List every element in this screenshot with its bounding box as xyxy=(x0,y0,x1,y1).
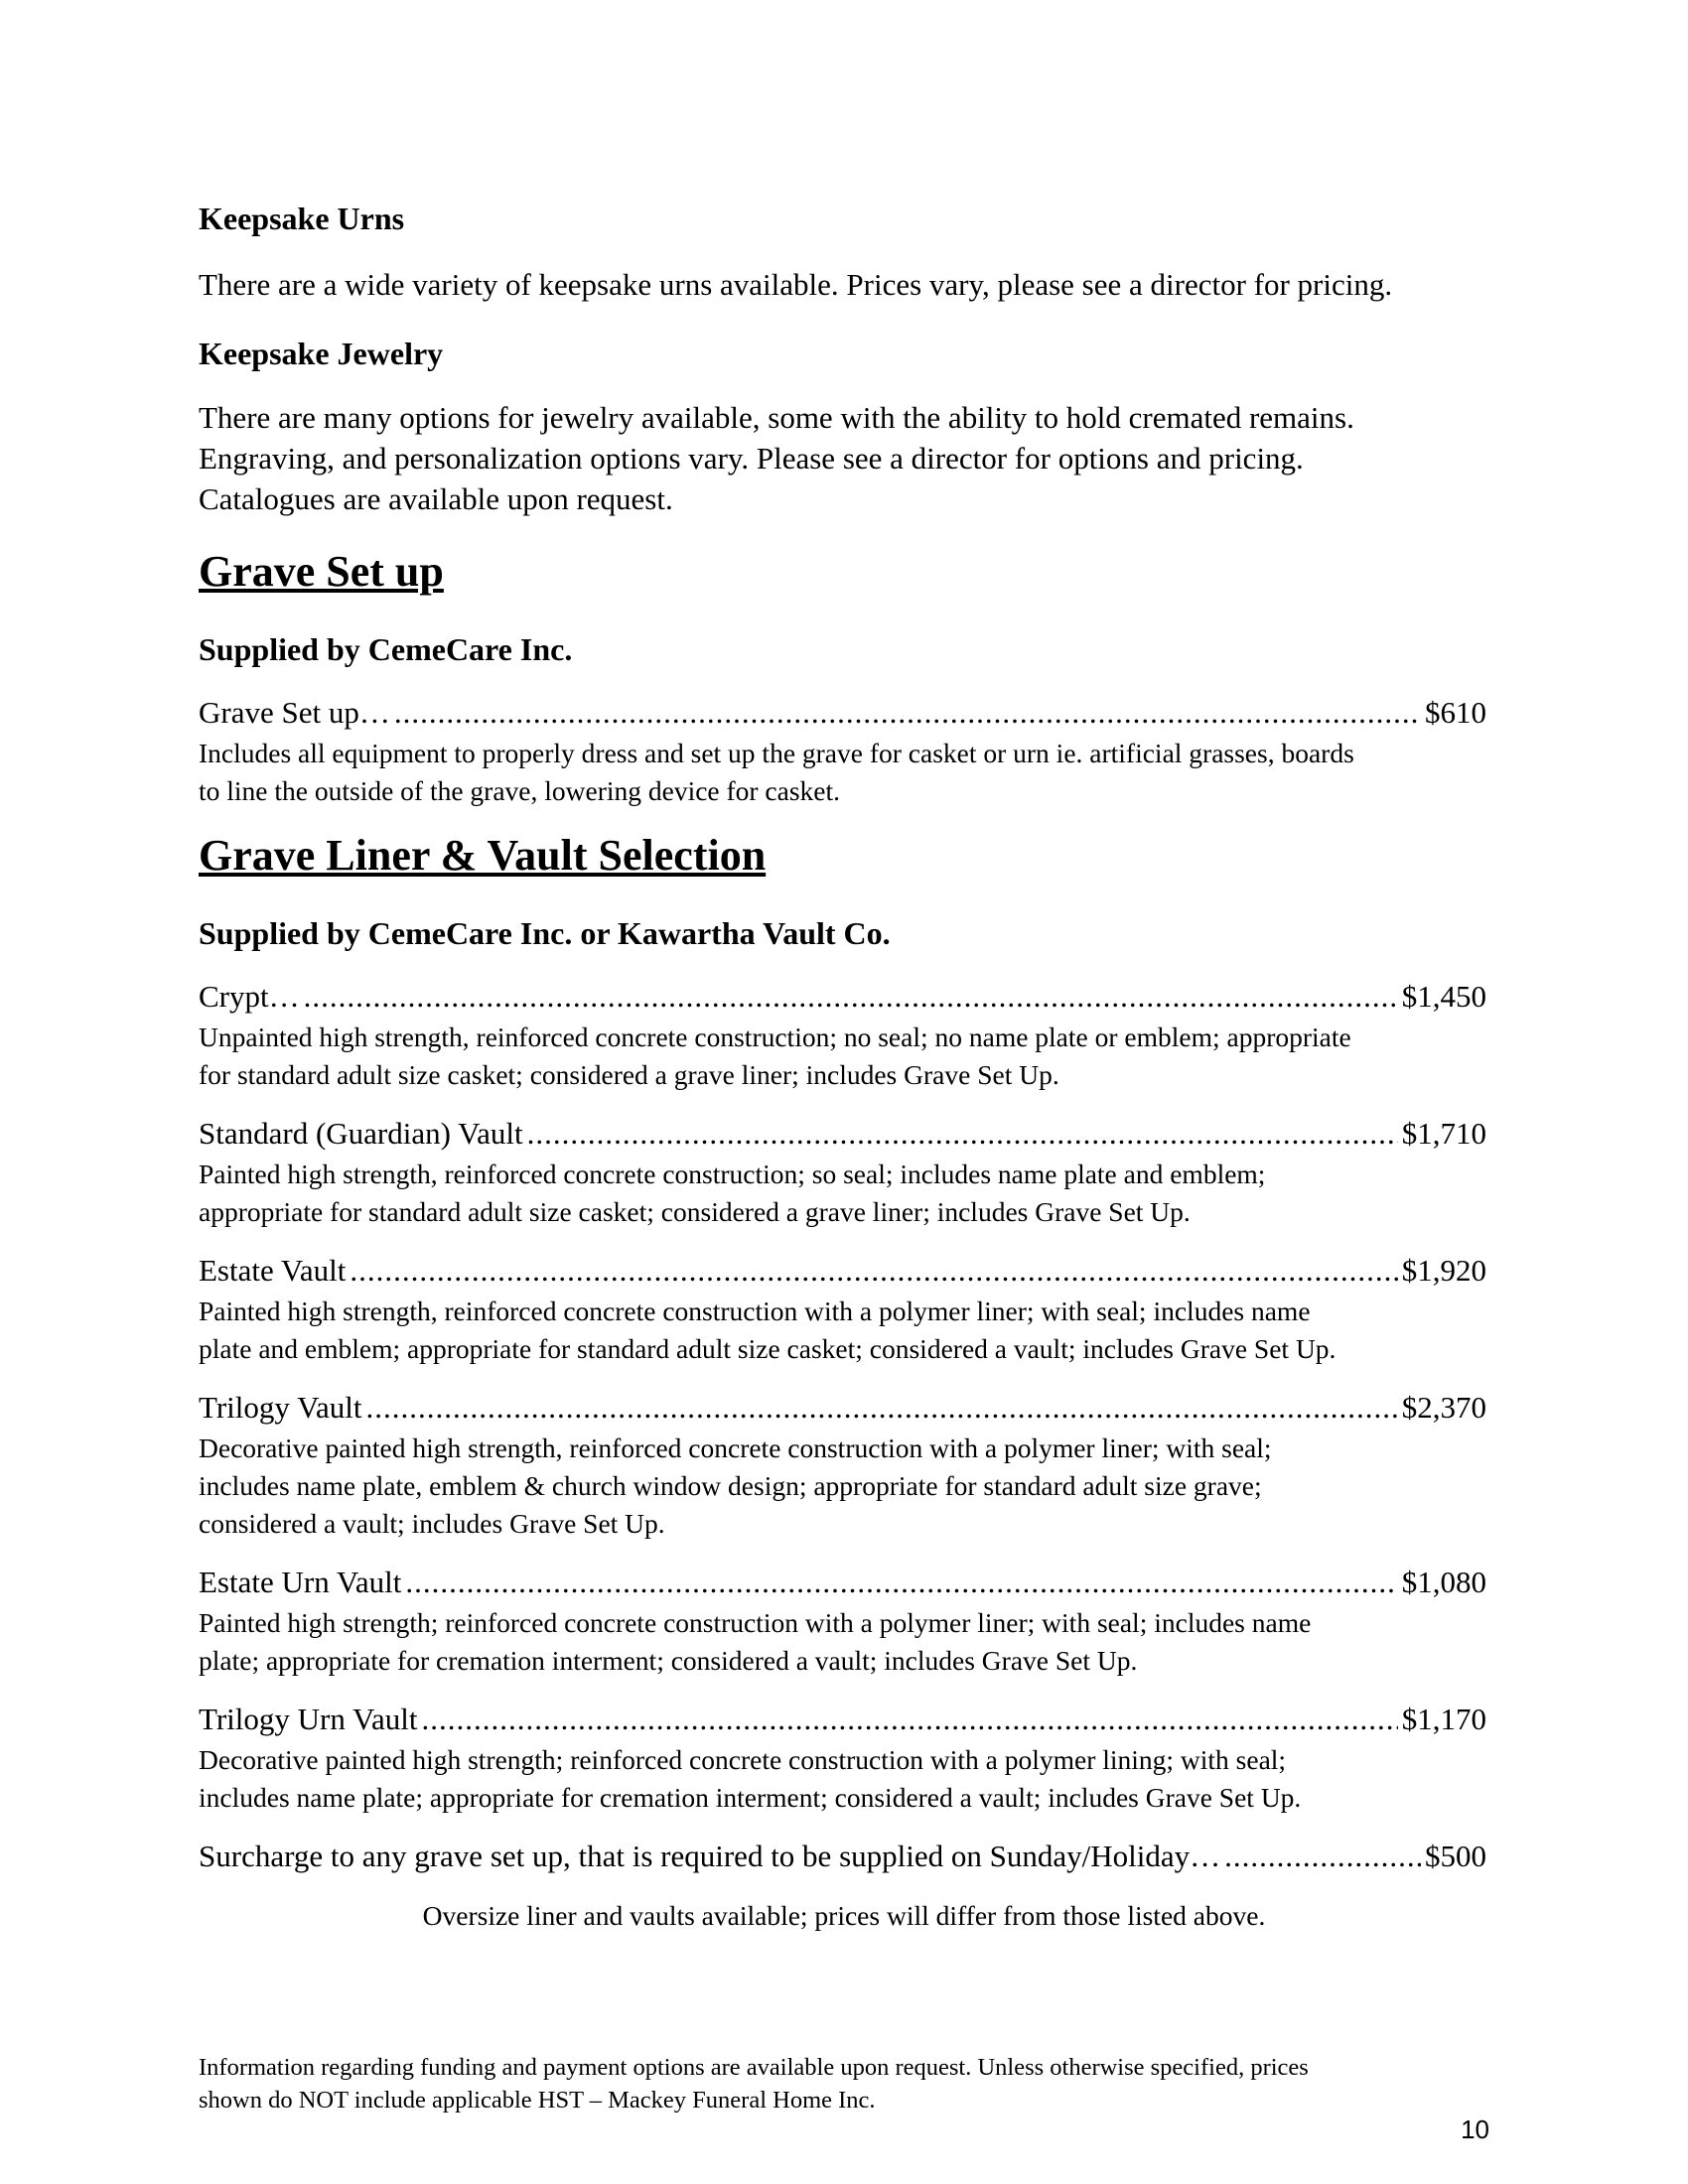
item-desc-line: to line the outside of the grave, lowering device for casket. xyxy=(199,775,841,806)
item-desc-line: appropriate for standard adult size casket; considered a grave liner; includes Grave Set Up. xyxy=(199,1196,1191,1227)
dot-leader xyxy=(394,695,1421,731)
keepsake-urns-text: There are a wide variety of keepsake urns available. Prices vary, please see a director for pricing. xyxy=(199,267,1393,302)
item-desc-line: Painted high strength, reinforced concrete construction; so seal; includes name plate and emblem; xyxy=(199,1159,1266,1189)
item-desc-line: Painted high strength, reinforced concrete construction with a polymer liner; with seal; includes name xyxy=(199,1296,1311,1326)
price-line-surcharge xyxy=(199,1839,1486,1874)
item-price: $1,920 xyxy=(1401,1253,1486,1288)
price-line-estate-urn-vault xyxy=(199,1565,1486,1600)
keepsake-jewelry-line-3: Catalogues are available upon request. xyxy=(199,481,673,516)
dot-leader xyxy=(304,979,1398,1015)
item-desc-line: includes name plate; appropriate for cremation interment; considered a vault; includes Grave Set Up. xyxy=(199,1782,1302,1813)
item-label: Standard (Guardian) Vault xyxy=(199,1116,523,1151)
item-price: $1,170 xyxy=(1401,1702,1486,1736)
keepsake-jewelry-line-1: There are many options for jewelry available, some with the ability to hold cremated remains. xyxy=(199,400,1354,435)
item-desc-line: plate and emblem; appropriate for standard adult size casket; considered a vault; includes Grave Set Up. xyxy=(199,1333,1336,1364)
item-desc-line: Includes all equipment to properly dress and set up the grave for casket or urn ie. artificial grasses, boards xyxy=(199,738,1354,768)
price-line-standard-vault xyxy=(199,1116,1486,1152)
keepsake-urns-heading: Keepsake Urns xyxy=(199,201,405,236)
item-desc-line: plate; appropriate for cremation interment; considered a vault; includes Grave Set Up. xyxy=(199,1645,1138,1676)
item-label: Estate Urn Vault xyxy=(199,1565,402,1599)
item-desc-line: considered a vault; includes Grave Set Up. xyxy=(199,1508,665,1539)
grave-liner-supplier: Supplied by CemeCare Inc. or Kawartha Vault Co. xyxy=(199,915,891,951)
item-price: $610 xyxy=(1425,695,1486,730)
item-desc-line: Decorative painted high strength, reinforced concrete construction with a polymer liner; with seal; xyxy=(199,1433,1272,1463)
oversize-note: Oversize liner and vaults available; prices will differ from those listed above. xyxy=(422,1900,1266,1931)
keepsake-jewelry-heading: Keepsake Jewelry xyxy=(199,336,444,371)
item-desc-line: includes name plate, emblem & church window design; appropriate for standard adult size grave; xyxy=(199,1470,1262,1501)
item-price: $2,370 xyxy=(1401,1390,1486,1425)
item-desc-line: for standard adult size casket; considered a grave liner; includes Grave Set Up. xyxy=(199,1059,1059,1090)
footer-line-2: shown do NOT include applicable HST – Mackey Funeral Home Inc. xyxy=(199,2087,876,2114)
dot-leader xyxy=(366,1390,1398,1426)
dot-leader xyxy=(421,1702,1397,1737)
price-line-crypt xyxy=(199,979,1486,1015)
dot-leader xyxy=(527,1116,1398,1152)
dot-leader xyxy=(1224,1839,1421,1874)
item-price: $500 xyxy=(1425,1839,1486,1873)
item-label: Estate Vault xyxy=(199,1253,347,1288)
item-price: $1,710 xyxy=(1401,1116,1486,1151)
dot-leader xyxy=(350,1253,1397,1289)
footer-line-1: Information regarding funding and payment options are available upon request. Unless otherwise specified, prices xyxy=(199,2054,1309,2081)
item-label: Trilogy Urn Vault xyxy=(199,1702,418,1736)
item-price: $1,080 xyxy=(1401,1565,1486,1599)
item-desc-line: Decorative painted high strength; reinforced concrete construction with a polymer lining; with seal; xyxy=(199,1744,1287,1775)
price-line-trilogy-urn-vault xyxy=(199,1702,1486,1737)
item-label: Crypt… xyxy=(199,979,300,1014)
dot-leader xyxy=(405,1565,1397,1600)
price-line-trilogy-vault xyxy=(199,1390,1486,1426)
grave-setup-title: Grave Set up xyxy=(199,547,444,596)
page-number: 10 xyxy=(1461,2115,1489,2144)
item-label: Surcharge to any grave set up, that is required to be supplied on Sunday/Holiday… xyxy=(199,1839,1221,1873)
price-line-estate-vault xyxy=(199,1253,1486,1289)
grave-liner-title: Grave Liner & Vault Selection xyxy=(199,831,767,880)
item-price: $1,450 xyxy=(1401,979,1486,1014)
grave-setup-supplier: Supplied by CemeCare Inc. xyxy=(199,631,573,667)
item-label: Grave Set up… xyxy=(199,695,390,730)
item-label: Trilogy Vault xyxy=(199,1390,362,1425)
item-desc-line: Unpainted high strength, reinforced concrete construction; no seal; no name plate or emblem; appropriate xyxy=(199,1022,1351,1052)
item-desc-line: Painted high strength; reinforced concrete construction with a polymer liner; with seal; includes name xyxy=(199,1607,1312,1638)
price-line-grave-setup xyxy=(199,695,1486,731)
keepsake-jewelry-line-2: Engraving, and personalization options vary. Please see a director for options and pricing. xyxy=(199,441,1304,476)
